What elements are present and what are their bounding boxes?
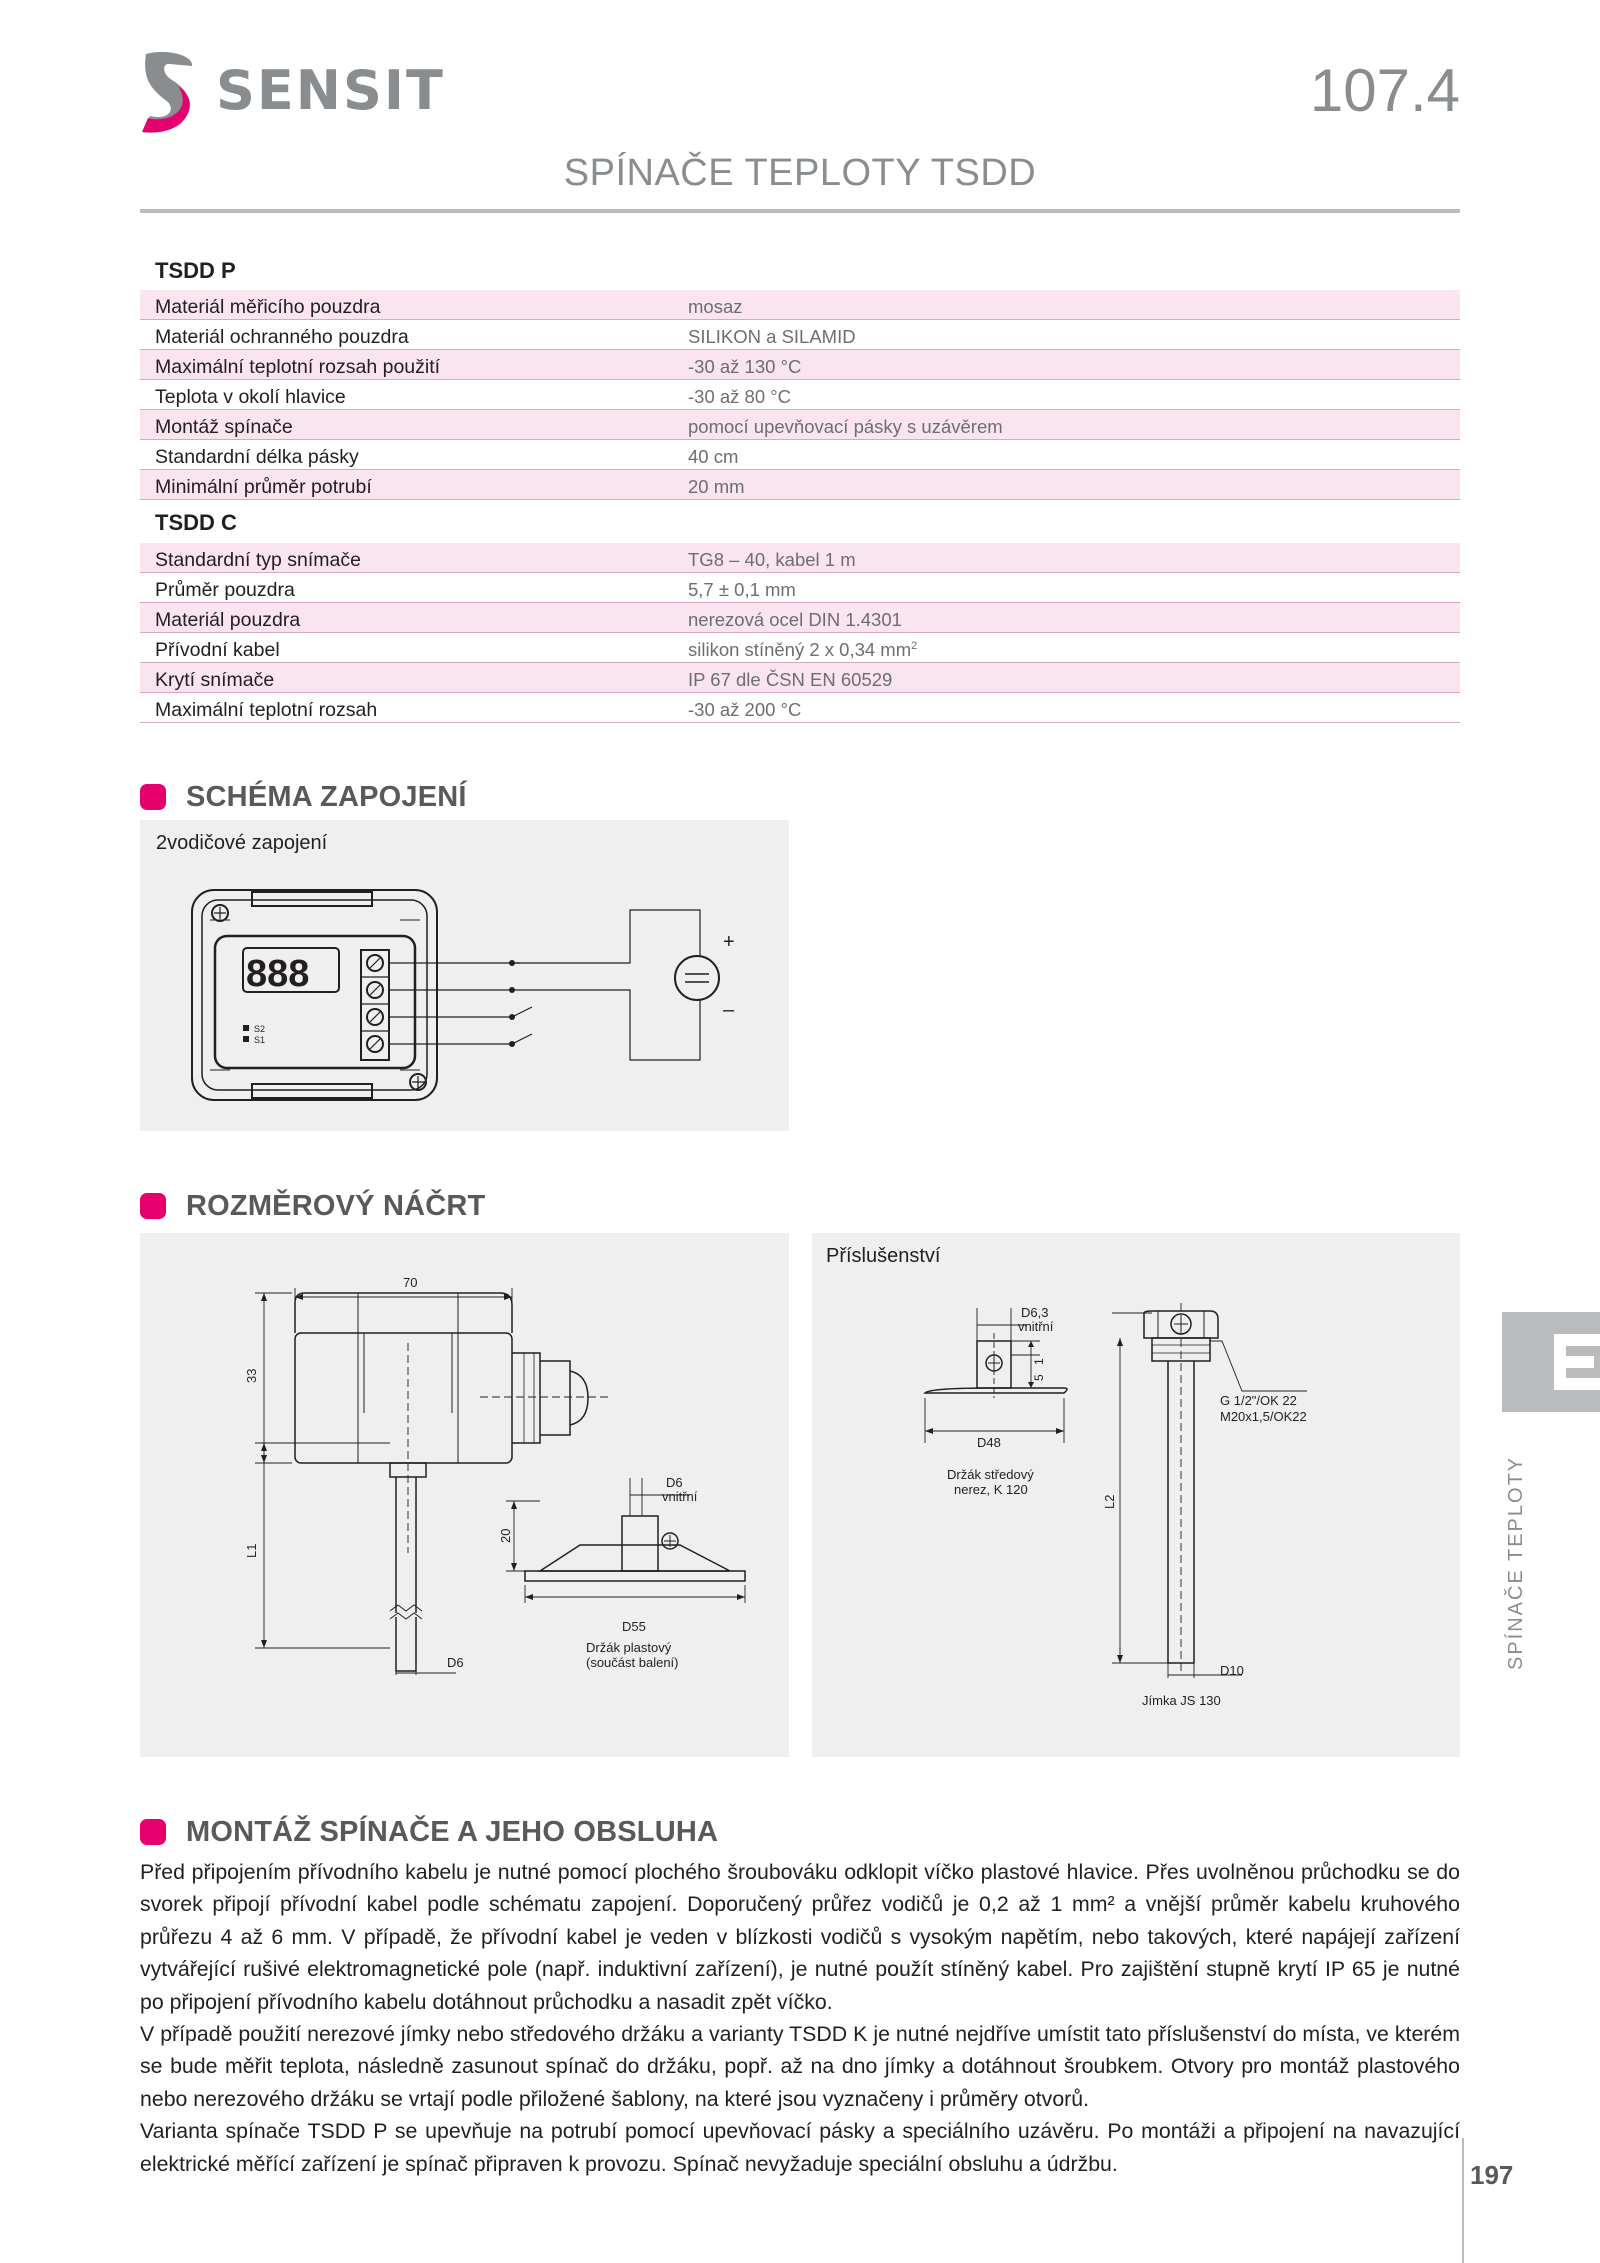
spec-value-text: pomocí upevňovací pásky s uzávěrem — [688, 416, 1003, 437]
dim-d10: D10 — [1220, 1663, 1244, 1678]
tsdd-p-table — [140, 290, 1460, 500]
display-digits: 888 — [246, 953, 310, 995]
montaz-heading-text: MONTÁŽ SPÍNAČE A JEHO OBSLUHA — [186, 1815, 719, 1848]
spec-value-text: 5,7 ± 0,1 mm — [688, 579, 796, 600]
dim-d55: D55 — [622, 1619, 646, 1634]
spec-label: Materiál pouzdra — [155, 609, 301, 631]
dim-d48: D48 — [977, 1435, 1001, 1450]
sensor-dimension-drawing — [140, 1233, 789, 1757]
side-section-label-text: SPÍNAČE TEPLOTY — [1505, 1455, 1527, 1670]
spec-value-text: 20 mm — [688, 476, 745, 497]
tsdd-p-heading: TSDD P — [155, 258, 236, 283]
spec-row — [140, 410, 1460, 440]
spec-value-text: 40 cm — [688, 446, 739, 467]
dim-d63: D6,3 — [1021, 1305, 1049, 1320]
tsdd-c-heading: TSDD C — [155, 510, 237, 535]
spec-value — [688, 415, 1460, 439]
thread-spec-2: M20x1,5/OK22 — [1220, 1409, 1307, 1424]
spec-label: Standardní typ snímače — [155, 549, 361, 571]
spec-value-text: silikon stíněný 2 x 0,34 mm — [688, 639, 912, 660]
installation-text — [140, 1856, 1460, 2180]
spec-label: Teplota v okolí hlavice — [155, 386, 346, 408]
dim-d6-inner: D6 — [666, 1475, 683, 1490]
minus-label: – — [723, 999, 735, 1021]
section-bullet — [140, 1193, 166, 1219]
spec-value — [688, 578, 1460, 602]
brand-name: SENSIT — [216, 59, 445, 122]
spec-value-text: SILIKON a SILAMID — [688, 326, 856, 347]
dim-20: 20 — [498, 1528, 513, 1543]
spec-value-text: IP 67 dle ČSN EN 60529 — [688, 669, 893, 690]
chapter-letter-e — [1502, 1312, 1600, 1412]
section-bullet — [140, 1819, 166, 1845]
plastic-holder-label: Držák plastový — [586, 1640, 672, 1655]
spec-row — [140, 380, 1460, 410]
spec-row — [140, 320, 1460, 350]
chapter-tab — [1502, 1312, 1600, 1412]
page-code: 107.4 — [1309, 57, 1460, 124]
thread-spec-1: G 1/2"/OK 22 — [1220, 1393, 1297, 1408]
spec-value — [688, 634, 1460, 662]
spec-row — [140, 603, 1460, 633]
spec-value-superscript: 2 — [911, 639, 918, 652]
s1-label: S1 — [254, 1035, 266, 1045]
spec-row — [140, 663, 1460, 693]
spec-row — [140, 543, 1460, 573]
s2-label: S2 — [254, 1024, 266, 1034]
page-number-rule — [1462, 2138, 1464, 2263]
installation-paragraph-1: Před připojením přívodního kabelu je nutné pomocí plochého šroubováku odklopit víčko plastové hlavice. Přes uvolněnou průchodku se do svorek připojí přívodní kabel podle schématu zapojení. Doporučený průřez vodičů je 0,2 až 1 mm² a vnější průměr kabelu kruhového průřezu 4 až 6 mm. V případě, že přívodní kabel je veden v blízkosti vodičů s vysokým napětím, nebo takových, které napájejí zařízení vytvářející rušivé elektromagnetické pole (např. induktivní zařízení), je nutné použít stíněný kabel. Pro zajištění stupně krytí IP 65 je nutné po připojení přívodního kabelu dotáhnout průchodku a nasadit zpět víčko. — [140, 1860, 1460, 2014]
spec-value — [688, 385, 1460, 409]
center-holder-label: Držák středový — [947, 1467, 1034, 1482]
schema-caption: 2vodičové zapojení — [156, 832, 328, 854]
spec-label: Materiál měřicího pouzdra — [155, 296, 381, 318]
spec-value-text: nerezová ocel DIN 1.4301 — [688, 609, 902, 630]
spec-label: Standardní délka pásky — [155, 446, 359, 468]
spec-row — [140, 440, 1460, 470]
spec-value — [688, 295, 1460, 319]
dim-l1: L1 — [244, 1543, 259, 1558]
dim-d6: D6 — [447, 1655, 464, 1670]
spec-label: Krytí snímače — [155, 669, 275, 691]
spec-label: Minimální průměr potrubí — [155, 476, 372, 498]
plus-label: + — [723, 931, 735, 953]
center-holder-note: nerez, K 120 — [954, 1482, 1028, 1497]
accessories-caption: Příslušenství — [826, 1245, 941, 1267]
montaz-heading — [140, 1812, 718, 1852]
title-rule — [140, 209, 1460, 213]
spec-label: Průměr pouzdra — [155, 579, 295, 601]
dim-5: 5 — [1032, 1374, 1046, 1381]
spec-value — [688, 608, 1460, 632]
spec-value-text: mosaz — [688, 296, 743, 317]
dim-1: 1 — [1032, 1358, 1046, 1365]
section-bullet — [140, 784, 166, 810]
spec-label: Materiál ochranného pouzdra — [155, 326, 409, 348]
spec-value — [688, 668, 1460, 692]
dim-33: 33 — [244, 1368, 259, 1383]
accessories-panel — [812, 1233, 1460, 1757]
spec-value-text: -30 až 130 °C — [688, 356, 802, 377]
spec-label: Přívodní kabel — [155, 639, 280, 661]
spec-row — [140, 693, 1460, 723]
plastic-holder-note: (součást balení) — [586, 1655, 679, 1670]
spec-row — [140, 290, 1460, 320]
dim-l2: L2 — [1102, 1494, 1117, 1509]
spec-value — [688, 325, 1460, 349]
sensor-drawing-panel — [140, 1233, 789, 1757]
spec-value — [688, 475, 1460, 499]
spec-value-text: TG8 – 40, kabel 1 m — [688, 549, 856, 570]
tsdd-c-table — [140, 543, 1460, 723]
schema-panel — [140, 820, 789, 1131]
schema-heading — [140, 777, 467, 817]
spec-row — [140, 470, 1460, 500]
side-section-label — [1495, 1455, 1535, 1670]
well-label: Jímka JS 130 — [1142, 1693, 1221, 1708]
dim-inner-note: vnitřní — [662, 1489, 698, 1504]
sensit-logo-mark — [140, 50, 204, 134]
spec-label: Maximální teplotní rozsah — [155, 699, 378, 721]
dim-70: 70 — [403, 1275, 418, 1290]
page-title: SPÍNAČE TEPLOTY TSDD — [563, 152, 1037, 194]
accessories-drawing — [812, 1233, 1460, 1757]
spec-label: Montáž spínače — [155, 416, 293, 438]
spec-value — [688, 548, 1460, 572]
spec-value-text: -30 až 200 °C — [688, 699, 802, 720]
rozmer-heading — [140, 1186, 485, 1226]
spec-value-text: -30 až 80 °C — [688, 386, 792, 407]
installation-paragraph-2: V případě použití nerezové jímky nebo středového držáku a varianty TSDD K je nutné nejdříve umístit tato příslušenství do místa, ve kterém se bude měřit teplota, následně zasunout spínač do držáku, popř. až na dno jímky a dotáhnout šroubkem. Otvory pro montáž plastového nebo nerezového držáku se vrtají podle přiložené šablony, na které jsou vyznačeny i průměry otvorů. — [140, 2022, 1460, 2111]
dim-inner-note-2: vnitřní — [1018, 1319, 1054, 1334]
spec-label: Maximální teplotní rozsah použití — [155, 356, 441, 378]
spec-value — [688, 355, 1460, 379]
schema-heading-text: SCHÉMA ZAPOJENÍ — [186, 780, 467, 813]
rozmer-heading-text: ROZMĚROVÝ NÁČRT — [186, 1189, 486, 1222]
wiring-diagram — [140, 820, 789, 1131]
installation-paragraph-3: Varianta spínače TSDD P se upevňuje na potrubí pomocí upevňovací pásky a speciálního uzávěru. Po montáži a připojení na navazující elektrické měřící zařízení je spínač připraven k provozu. Spínač nevyžaduje speciální obsluhu a údržbu. — [140, 2119, 1460, 2176]
spec-value — [688, 698, 1460, 722]
spec-row — [140, 573, 1460, 603]
spec-value — [688, 445, 1460, 469]
spec-row — [140, 633, 1460, 663]
spec-row — [140, 350, 1460, 380]
page-number: 197 — [1470, 2160, 1514, 2190]
sensit-logo — [140, 50, 445, 134]
